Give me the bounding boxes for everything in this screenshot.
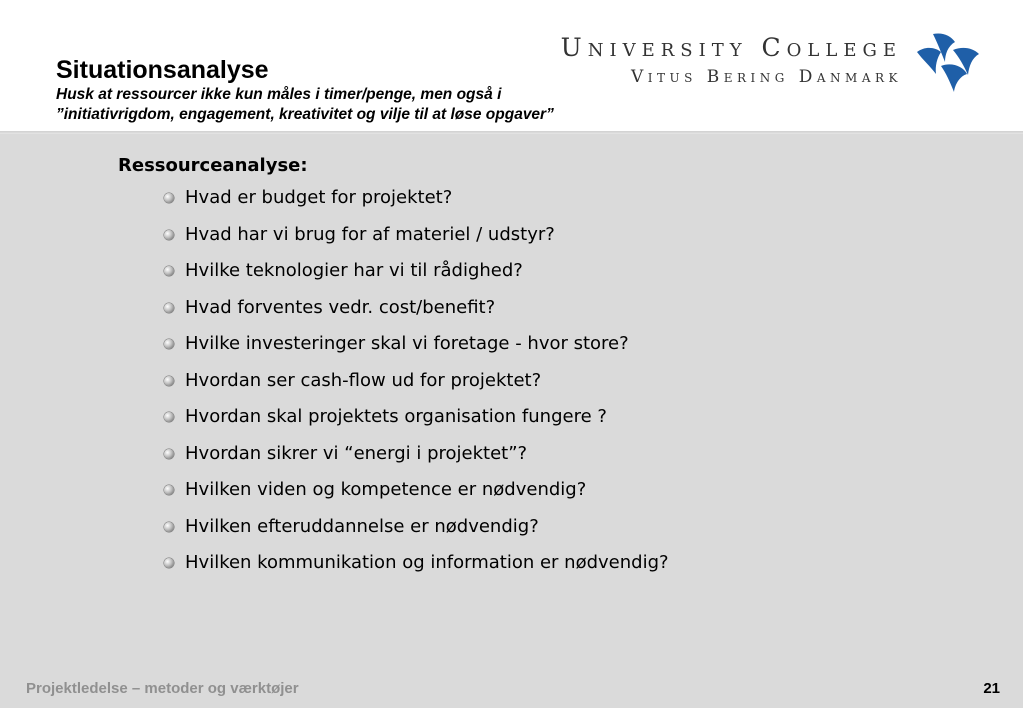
sphere-bullet-icon	[164, 522, 174, 532]
list-item-text: Hvilken kommunikation og information er nødvendig?	[185, 552, 669, 573]
list-item	[160, 404, 669, 441]
subtitle-line-2: ”initiativrigdom, engagement, kreativitet og vilje til at løse opgaver”	[56, 106, 554, 123]
list-item-text: Hvordan skal projektets organisation fungere ?	[185, 406, 607, 427]
list-item	[160, 550, 669, 587]
list-item-text: Hvad er budget for projektet?	[185, 187, 453, 208]
sphere-bullet-icon	[164, 266, 174, 276]
sphere-bullet-icon	[164, 339, 174, 349]
sail-left-icon	[917, 48, 941, 74]
bullet-list	[160, 185, 669, 587]
page-number: 21	[983, 680, 1000, 697]
list-item	[160, 368, 669, 405]
sphere-bullet-icon	[164, 193, 174, 203]
brand-line-2: Vitus Bering Danmark	[630, 67, 902, 87]
list-item-text: Hvilken viden og kompetence er nødvendig?	[185, 479, 587, 500]
list-item-text: Hvad har vi brug for af materiel / udstyr?	[185, 223, 555, 245]
list-item	[160, 477, 669, 514]
subtitle-line-1: Husk at ressourcer ikke kun måles i timer/penge, men også i	[56, 86, 502, 103]
slide-header	[0, 0, 1023, 133]
sphere-bullet-icon	[164, 449, 174, 459]
sail-bottom-icon	[941, 64, 967, 92]
sphere-bullet-icon	[164, 303, 174, 313]
list-item-text: Hvordan ser cash-flow ud for projektet?	[185, 369, 542, 391]
list-item	[160, 185, 669, 222]
sails-logo-icon	[915, 30, 987, 96]
list-item	[160, 222, 669, 259]
list-item	[160, 258, 669, 295]
sphere-bullet-icon	[164, 485, 174, 495]
list-item-text: Hvilke investeringer skal vi foretage - hvor store?	[185, 333, 629, 354]
slide-content	[0, 134, 1023, 708]
slide-subtitle	[56, 85, 696, 125]
sphere-bullet-icon	[164, 558, 174, 568]
sphere-bullet-icon	[164, 230, 174, 240]
brand-wordmark	[561, 34, 902, 88]
list-item-text: Hvordan sikrer vi “energi i projektet”?	[185, 442, 528, 464]
list-item-text: Hvad forventes vedr. cost/benefit?	[185, 296, 496, 318]
list-item	[160, 331, 669, 368]
list-item	[160, 441, 669, 478]
list-item	[160, 514, 669, 551]
brand-line-1: University College	[560, 33, 902, 62]
slide-title: Situationsanalyse	[56, 56, 269, 84]
list-item	[160, 295, 669, 332]
list-item-text: Hvilke teknologier har vi til rådighed?	[185, 260, 523, 281]
sphere-bullet-icon	[164, 412, 174, 422]
section-heading: Ressourceanalyse:	[118, 155, 308, 176]
sphere-bullet-icon	[164, 376, 174, 386]
footer-course-title: Projektledelse – metoder og værktøjer	[26, 680, 299, 697]
list-item-text: Hvilken efteruddannelse er nødvendig?	[185, 515, 539, 537]
